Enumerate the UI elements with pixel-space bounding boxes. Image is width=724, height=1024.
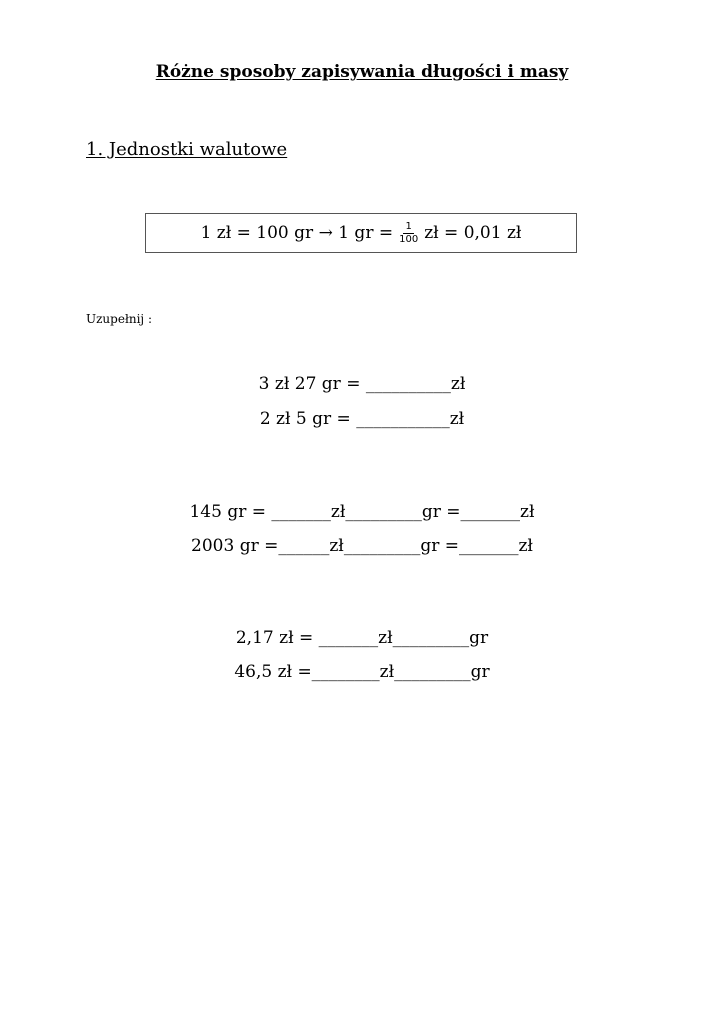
formula-box [145,213,577,253]
exercise-line: 2003 gr =______zł_________gr =_______zł [191,536,533,556]
exercise-line: 2,17 zł = _______zł_________gr [235,628,489,648]
formula-left: 1 zł = 100 gr → 1 gr = [200,223,394,243]
fraction-denominator: 100 [399,233,419,245]
exercise-line: 2 zł 5 gr = ___________zł [259,409,465,429]
exercise-line: 3 zł 27 gr = __________zł [258,374,466,394]
exercise-line: 46,5 zł =________zł_________gr [234,662,490,682]
formula-right: zł = 0,01 zł [424,223,522,243]
fraction-numerator: 1 [405,220,412,232]
instruction-text: Uzupełnij : [86,312,152,326]
document-title: Różne sposoby zapisywania długości i masy [155,62,569,82]
section-heading: 1. Jednostki walutowe [86,139,288,160]
fraction [397,221,420,246]
exercise-line: 145 gr = _______zł_________gr =_______zł [189,502,535,522]
